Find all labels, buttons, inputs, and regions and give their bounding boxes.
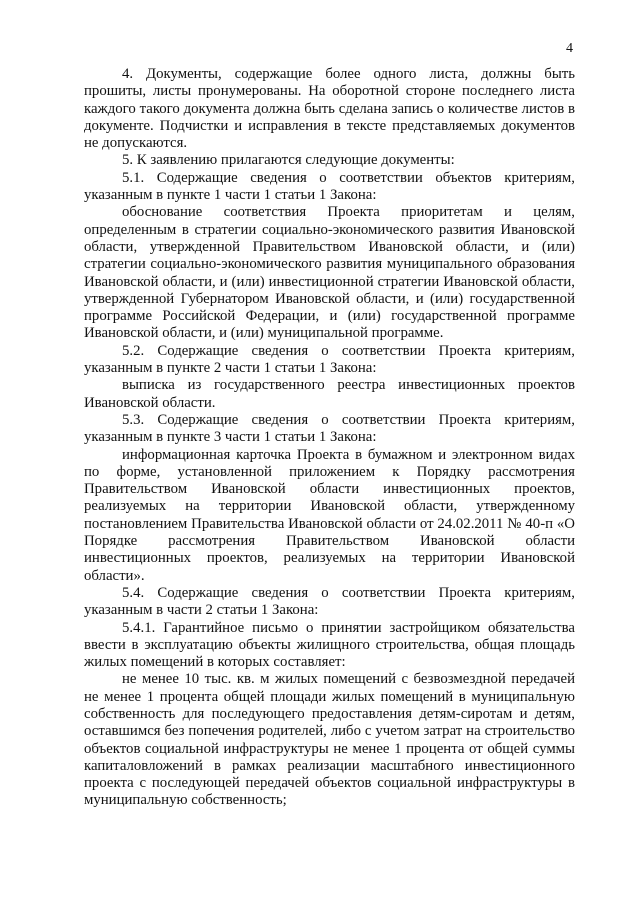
paragraph-5-3-heading: 5.3. Содержащие сведения о соответствии Проекта критериям, указанным в пункте 3 части 1 статьи 1 Закона: bbox=[84, 411, 575, 446]
paragraph-5-1-text: обоснование соответствия Проекта приоритетам и целям, определенным в стратегии социально-экономического развития Ивановской области, утвержденной Правительством Ивановской области, и (или) стратегии социально-экономического развития муниципального образования Ивановской области, и (или) инвестиционной стратегии Ивановской области, утвержденной Губернатором Ивановской области, и (или) государственной программе Российской Федерации, и (или) государственной программе Ивановской области, и (или) муниципальной программе. bbox=[84, 204, 575, 342]
paragraph-5-4-heading: 5.4. Содержащие сведения о соответствии Проекта критериям, указанным в части 2 статьи 1 Закона: bbox=[84, 584, 575, 619]
paragraph-4-documents: 4. Документы, содержащие более одного листа, должны быть прошиты, листы пронумерованы. На оборотной стороне последнего листа каждого такого документа должна быть сделана запись о количестве листов в документе. Подчистки и исправления в тексте представляемых документов не допускаются. bbox=[84, 66, 575, 152]
paragraph-5-4-1-text: не менее 10 тыс. кв. м жилых помещений с безвозмездной передачей не менее 1 процента общей площади жилых помещений в муниципальную собственность для последующего предоставления детям-сиротам и детям, оставшимся без попечения родителей, либо с учетом затрат на строительство объектов социальной инфраструктуры не менее 1 процента от общей суммы капиталовложений в рамках реализации масштабного инвестиционного проекта с последующей передачей объектов социальной инфраструктуры в муниципальную собственность; bbox=[84, 671, 575, 809]
paragraph-5-2-heading: 5.2. Содержащие сведения о соответствии Проекта критериям, указанным в пункте 2 части 1 статьи 1 Закона: bbox=[84, 342, 575, 377]
paragraph-5-4-1-heading: 5.4.1. Гарантийное письмо о принятии застройщиком обязательства ввести в эксплуатацию объекты жилищного строительства, общая площадь жилых помещений в которых составляет: bbox=[84, 619, 575, 671]
paragraph-5-3-text: информационная карточка Проекта в бумажном и электронном видах по форме, установленной приложением к Порядку рассмотрения Правительством Ивановской области инвестиционных проектов, реализуемых на территории Ивановской области, утвержденному постановлением Правительства Ивановской области от 24.02.2011 № 40-п «О Порядке рассмотрения Правительством Ивановской области инвестиционных проектов, реализуемых на территории Ивановской области». bbox=[84, 446, 575, 584]
page-number: 4 bbox=[566, 41, 573, 56]
paragraph-5-attachments: 5. К заявлению прилагаются следующие документы: bbox=[122, 152, 455, 169]
paragraph-5-2-text: выписка из государственного реестра инвестиционных проектов Ивановской области. bbox=[84, 377, 575, 411]
document-body bbox=[84, 66, 575, 810]
paragraph-5-1-heading: 5.1. Содержащие сведения о соответствии объектов критериям, указанным в пункте 1 части 1 статьи 1 Закона: bbox=[84, 169, 575, 204]
